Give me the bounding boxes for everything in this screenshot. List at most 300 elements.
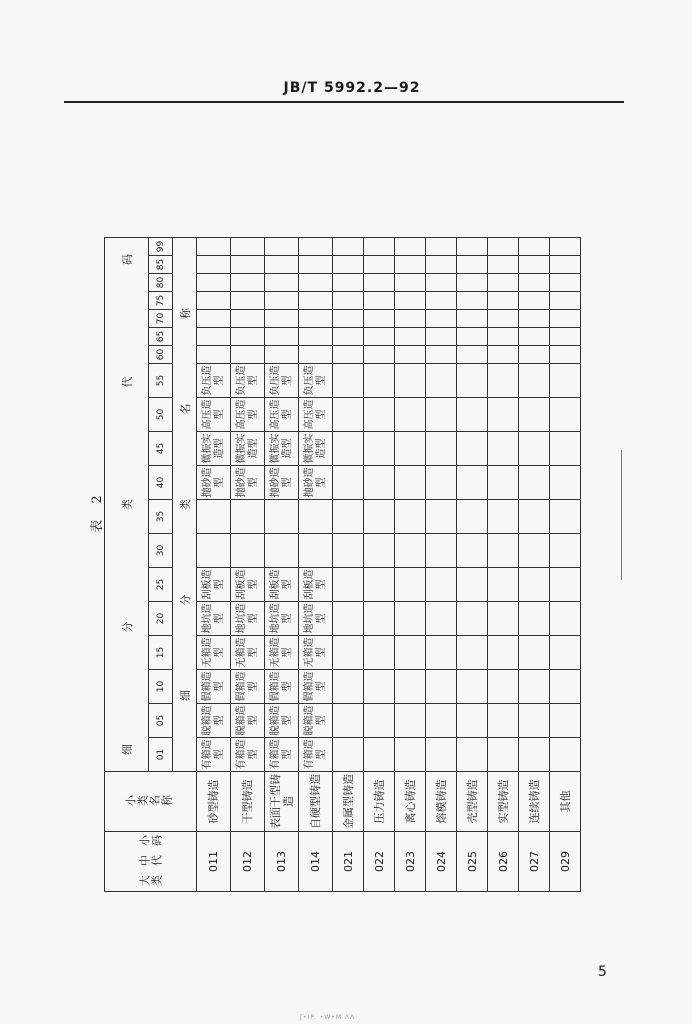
cell-023-60 [395, 346, 426, 364]
name-group-char-4: 称 [178, 308, 192, 319]
cell-014-35 [299, 500, 333, 534]
cell-027-99 [519, 238, 550, 256]
code-header-85: 85 [149, 256, 173, 274]
cell-029-35 [550, 500, 581, 534]
cell-023-01 [395, 738, 426, 772]
cell-023-25 [395, 568, 426, 602]
cell-014-75 [299, 292, 333, 310]
cell-011-55: 负压造型 [197, 364, 231, 398]
cell-027-05 [519, 704, 550, 738]
cell-027-15 [519, 636, 550, 670]
row-code-029: 029 [550, 832, 581, 892]
cell-025-01 [457, 738, 488, 772]
cell-025-30 [457, 534, 488, 568]
row-code-012: 012 [231, 832, 265, 892]
cell-025-99 [457, 238, 488, 256]
row-code-026: 026 [488, 832, 519, 892]
cell-027-10 [519, 670, 550, 704]
cell-025-15 [457, 636, 488, 670]
page-number: 5 [598, 964, 607, 980]
cell-023-80 [395, 274, 426, 292]
cell-012-75 [231, 292, 265, 310]
cell-026-75 [488, 292, 519, 310]
code-header-35: 35 [149, 500, 173, 534]
cell-023-35 [395, 500, 426, 534]
table-row [519, 238, 550, 892]
cell-012-55: 负压造型 [231, 364, 265, 398]
cell-013-30 [265, 534, 299, 568]
cell-027-35 [519, 500, 550, 534]
cell-022-15 [364, 636, 395, 670]
code-header-55: 55 [149, 364, 173, 398]
row-name-011: 砂型铸造 [197, 772, 231, 832]
row-name-025: 壳型铸造 [457, 772, 488, 832]
cell-021-45 [333, 432, 364, 466]
cell-023-85 [395, 256, 426, 274]
cell-013-85 [265, 256, 299, 274]
code-header-01: 01 [149, 738, 173, 772]
name-group-char-1: 分 [178, 594, 192, 606]
cell-029-15 [550, 636, 581, 670]
cell-026-30 [488, 534, 519, 568]
cell-022-05 [364, 704, 395, 738]
header-row-code-group [105, 238, 149, 892]
cell-012-40: 抛砂造型 [231, 466, 265, 500]
cell-013-65 [265, 328, 299, 346]
row-name-021: 金属型铸造 [333, 772, 364, 832]
cell-024-85 [426, 256, 457, 274]
cell-014-55: 负压造型 [299, 364, 333, 398]
corner-big-label: 大类 [138, 874, 163, 888]
cell-022-65 [364, 328, 395, 346]
table-row [426, 238, 457, 892]
cell-027-55 [519, 364, 550, 398]
cell-021-60 [333, 346, 364, 364]
cell-024-05 [426, 704, 457, 738]
cell-012-45: 微振实造型 [231, 432, 265, 466]
row-code-022: 022 [364, 832, 395, 892]
cell-014-05: 脱箱造型 [299, 704, 333, 738]
cell-029-60 [550, 346, 581, 364]
cell-012-65 [231, 328, 265, 346]
cell-022-99 [364, 238, 395, 256]
code-header-30: 30 [149, 534, 173, 568]
cell-027-01 [519, 738, 550, 772]
cell-024-20 [426, 602, 457, 636]
cell-011-99 [197, 238, 231, 256]
cell-026-85 [488, 256, 519, 274]
cell-026-35 [488, 500, 519, 534]
cell-025-80 [457, 274, 488, 292]
header-group-char-4: 码 [120, 254, 134, 265]
code-header-70: 70 [149, 310, 173, 328]
cell-027-30 [519, 534, 550, 568]
cell-014-40: 抛砂造型 [299, 466, 333, 500]
cell-012-35 [231, 500, 265, 534]
cell-012-01: 有箱造型 [231, 738, 265, 772]
corner-small-label: 小码 [138, 834, 163, 848]
cell-014-80 [299, 274, 333, 292]
cell-011-30 [197, 534, 231, 568]
cell-014-85 [299, 256, 333, 274]
cell-029-99 [550, 238, 581, 256]
cell-011-40: 抛砂造型 [197, 466, 231, 500]
cell-011-25: 刮板造型 [197, 568, 231, 602]
cell-021-15 [333, 636, 364, 670]
cell-024-55 [426, 364, 457, 398]
table-row [197, 238, 231, 892]
cell-026-60 [488, 346, 519, 364]
cell-014-45: 微振实造型 [299, 432, 333, 466]
cell-022-70 [364, 310, 395, 328]
cell-014-50: 高压造型 [299, 398, 333, 432]
cell-024-15 [426, 636, 457, 670]
cell-025-70 [457, 310, 488, 328]
code-header-99: 99 [149, 238, 173, 256]
cell-021-55 [333, 364, 364, 398]
cell-013-99 [265, 238, 299, 256]
row-name-029: 其他 [550, 772, 581, 832]
cell-024-25 [426, 568, 457, 602]
cell-013-01: 有箱造型 [265, 738, 299, 772]
cell-027-25 [519, 568, 550, 602]
cell-029-20 [550, 602, 581, 636]
cell-012-80 [231, 274, 265, 292]
table-row [488, 238, 519, 892]
name-group-char-2: 类 [178, 499, 192, 510]
cell-022-55 [364, 364, 395, 398]
table-row [265, 238, 299, 892]
cell-014-65 [299, 328, 333, 346]
cell-013-40: 抛砂造型 [265, 466, 299, 500]
cell-021-40 [333, 466, 364, 500]
cell-014-20: 地坑造型 [299, 602, 333, 636]
cell-026-45 [488, 432, 519, 466]
rotated-table-block [90, 130, 592, 892]
cell-023-45 [395, 432, 426, 466]
cell-023-10 [395, 670, 426, 704]
cell-026-15 [488, 636, 519, 670]
cell-022-25 [364, 568, 395, 602]
cell-023-55 [395, 364, 426, 398]
table-row [550, 238, 581, 892]
cell-025-60 [457, 346, 488, 364]
cell-013-45: 微振实造型 [265, 432, 299, 466]
cell-029-85 [550, 256, 581, 274]
cell-029-75 [550, 292, 581, 310]
cell-027-50 [519, 398, 550, 432]
cell-012-30 [231, 534, 265, 568]
cell-026-50 [488, 398, 519, 432]
cell-027-40 [519, 466, 550, 500]
scan-footer-text: ʃ•IP. •W•M ΛΛ [300, 1014, 356, 1021]
cell-023-70 [395, 310, 426, 328]
cell-011-20: 地坑造型 [197, 602, 231, 636]
cell-012-20: 地坑造型 [231, 602, 265, 636]
cell-013-15: 无箱造型 [265, 636, 299, 670]
cell-014-99 [299, 238, 333, 256]
cell-011-35 [197, 500, 231, 534]
cell-024-60 [426, 346, 457, 364]
header-code-group [105, 238, 149, 772]
cell-025-25 [457, 568, 488, 602]
code-header-45: 45 [149, 432, 173, 466]
header-group-char-1: 分 [120, 621, 134, 633]
cell-023-15 [395, 636, 426, 670]
cell-026-80 [488, 274, 519, 292]
table-row [333, 238, 364, 892]
cell-024-35 [426, 500, 457, 534]
cell-014-01: 有箱造型 [299, 738, 333, 772]
cell-029-40 [550, 466, 581, 500]
cell-024-01 [426, 738, 457, 772]
row-name-027: 连续铸造 [519, 772, 550, 832]
cell-013-75 [265, 292, 299, 310]
cell-014-10: 假箱造型 [299, 670, 333, 704]
cell-025-40 [457, 466, 488, 500]
cell-026-40 [488, 466, 519, 500]
cell-024-45 [426, 432, 457, 466]
cell-011-70 [197, 310, 231, 328]
cell-022-35 [364, 500, 395, 534]
row-code-013: 013 [265, 832, 299, 892]
cell-025-10 [457, 670, 488, 704]
cell-014-25: 刮板造型 [299, 568, 333, 602]
cell-023-65 [395, 328, 426, 346]
cell-021-75 [333, 292, 364, 310]
cell-023-20 [395, 602, 426, 636]
row-code-025: 025 [457, 832, 488, 892]
corner-mid-label: 中代 [138, 854, 163, 868]
cell-026-99 [488, 238, 519, 256]
cell-023-05 [395, 704, 426, 738]
row-name-022: 压力铸造 [364, 772, 395, 832]
cell-012-25: 刮板造型 [231, 568, 265, 602]
cell-024-40 [426, 466, 457, 500]
cell-027-20 [519, 602, 550, 636]
cell-029-50 [550, 398, 581, 432]
cell-012-85 [231, 256, 265, 274]
cell-027-80 [519, 274, 550, 292]
cell-014-15: 无箱造型 [299, 636, 333, 670]
cell-022-60 [364, 346, 395, 364]
cell-023-40 [395, 466, 426, 500]
code-header-20: 20 [149, 602, 173, 636]
row-name-012: 干型铸造 [231, 772, 265, 832]
row-name-013: 表面干型铸造 [265, 772, 299, 832]
corner-subname-label: 小类名称 [124, 794, 173, 808]
cell-026-05 [488, 704, 519, 738]
table-row [364, 238, 395, 892]
cell-013-50: 高压造型 [265, 398, 299, 432]
cell-023-50 [395, 398, 426, 432]
cell-013-80 [265, 274, 299, 292]
row-code-023: 023 [395, 832, 426, 892]
cell-025-85 [457, 256, 488, 274]
cell-022-30 [364, 534, 395, 568]
cell-023-75 [395, 292, 426, 310]
row-name-023: 离心铸造 [395, 772, 426, 832]
cell-025-55 [457, 364, 488, 398]
cell-011-65 [197, 328, 231, 346]
cell-021-85 [333, 256, 364, 274]
cell-029-30 [550, 534, 581, 568]
cell-021-30 [333, 534, 364, 568]
cell-026-65 [488, 328, 519, 346]
cell-012-05: 脱箱造型 [231, 704, 265, 738]
row-code-027: 027 [519, 832, 550, 892]
cell-012-50: 高压造型 [231, 398, 265, 432]
code-header-75: 75 [149, 292, 173, 310]
cell-011-50: 高压造型 [197, 398, 231, 432]
cell-027-60 [519, 346, 550, 364]
cell-012-10: 假箱造型 [231, 670, 265, 704]
cell-029-55 [550, 364, 581, 398]
cell-026-20 [488, 602, 519, 636]
cell-021-99 [333, 238, 364, 256]
code-header-65: 65 [149, 328, 173, 346]
cell-022-01 [364, 738, 395, 772]
cell-021-25 [333, 568, 364, 602]
code-header-40: 40 [149, 466, 173, 500]
cell-021-20 [333, 602, 364, 636]
margin-mark [621, 450, 622, 580]
cell-024-50 [426, 398, 457, 432]
cell-029-70 [550, 310, 581, 328]
name-group-char-3: 名 [178, 403, 192, 415]
row-name-024: 熔模铸造 [426, 772, 457, 832]
cell-021-35 [333, 500, 364, 534]
cell-025-20 [457, 602, 488, 636]
cell-027-65 [519, 328, 550, 346]
cell-024-65 [426, 328, 457, 346]
row-code-014: 014 [299, 832, 333, 892]
cell-026-01 [488, 738, 519, 772]
cell-025-50 [457, 398, 488, 432]
cell-026-70 [488, 310, 519, 328]
table-row [299, 238, 333, 892]
code-header-25: 25 [149, 568, 173, 602]
cell-024-75 [426, 292, 457, 310]
code-header-60: 60 [149, 346, 173, 364]
standard-number-header: JB/T 5992.2—92 [283, 80, 421, 96]
code-header-15: 15 [149, 636, 173, 670]
cell-026-55 [488, 364, 519, 398]
cell-014-30 [299, 534, 333, 568]
cell-022-80 [364, 274, 395, 292]
cell-011-80 [197, 274, 231, 292]
cell-011-60 [197, 346, 231, 364]
cell-021-01 [333, 738, 364, 772]
cell-024-70 [426, 310, 457, 328]
table-caption: 表 2 [90, 489, 105, 533]
cell-025-75 [457, 292, 488, 310]
cell-029-65 [550, 328, 581, 346]
cell-029-80 [550, 274, 581, 292]
table-row [231, 238, 265, 892]
table-row [395, 238, 426, 892]
cell-021-70 [333, 310, 364, 328]
header-group-char-3: 代 [120, 376, 134, 388]
cell-029-10 [550, 670, 581, 704]
row-name-014: 自硬型铸造 [299, 772, 333, 832]
cell-011-05: 脱箱造型 [197, 704, 231, 738]
cell-025-35 [457, 500, 488, 534]
cell-012-70 [231, 310, 265, 328]
cell-029-01 [550, 738, 581, 772]
cell-012-60 [231, 346, 265, 364]
corner-code-cell [105, 832, 197, 892]
cell-027-45 [519, 432, 550, 466]
cell-013-60 [265, 346, 299, 364]
cell-024-10 [426, 670, 457, 704]
cell-011-01: 有箱造型 [197, 738, 231, 772]
cell-022-75 [364, 292, 395, 310]
cell-013-35 [265, 500, 299, 534]
code-header-80: 80 [149, 274, 173, 292]
cell-014-70 [299, 310, 333, 328]
cell-027-75 [519, 292, 550, 310]
header-group-char-0: 细 [120, 744, 134, 755]
cell-012-15: 无箱造型 [231, 636, 265, 670]
cell-013-55: 负压造型 [265, 364, 299, 398]
cell-026-10 [488, 670, 519, 704]
code-header-10: 10 [149, 670, 173, 704]
classification-table [104, 237, 581, 892]
cell-027-85 [519, 256, 550, 274]
cell-011-75 [197, 292, 231, 310]
cell-014-60 [299, 346, 333, 364]
cell-026-25 [488, 568, 519, 602]
cell-022-85 [364, 256, 395, 274]
name-group-char-0: 细 [178, 690, 192, 701]
cell-024-99 [426, 238, 457, 256]
cell-029-45 [550, 432, 581, 466]
cell-023-30 [395, 534, 426, 568]
cell-013-20: 地坑造型 [265, 602, 299, 636]
row-code-011: 011 [197, 832, 231, 892]
cell-011-15: 无箱造型 [197, 636, 231, 670]
row-name-026: 实型铸造 [488, 772, 519, 832]
cell-022-50 [364, 398, 395, 432]
cell-025-65 [457, 328, 488, 346]
cell-023-99 [395, 238, 426, 256]
cell-025-05 [457, 704, 488, 738]
cell-029-25 [550, 568, 581, 602]
cell-021-65 [333, 328, 364, 346]
code-header-05: 05 [149, 704, 173, 738]
corner-name-cell [105, 772, 197, 832]
cell-022-20 [364, 602, 395, 636]
cell-011-45: 微振实造型 [197, 432, 231, 466]
cell-011-85 [197, 256, 231, 274]
cell-025-45 [457, 432, 488, 466]
cell-013-10: 假箱造型 [265, 670, 299, 704]
cell-021-10 [333, 670, 364, 704]
cell-022-40 [364, 466, 395, 500]
cell-021-50 [333, 398, 364, 432]
cell-013-70 [265, 310, 299, 328]
cell-012-99 [231, 238, 265, 256]
cell-013-05: 脱箱造型 [265, 704, 299, 738]
cell-027-70 [519, 310, 550, 328]
cell-022-10 [364, 670, 395, 704]
table-row [457, 238, 488, 892]
header-rule [64, 101, 624, 103]
cell-013-25: 刮板造型 [265, 568, 299, 602]
cell-021-80 [333, 274, 364, 292]
cell-024-30 [426, 534, 457, 568]
